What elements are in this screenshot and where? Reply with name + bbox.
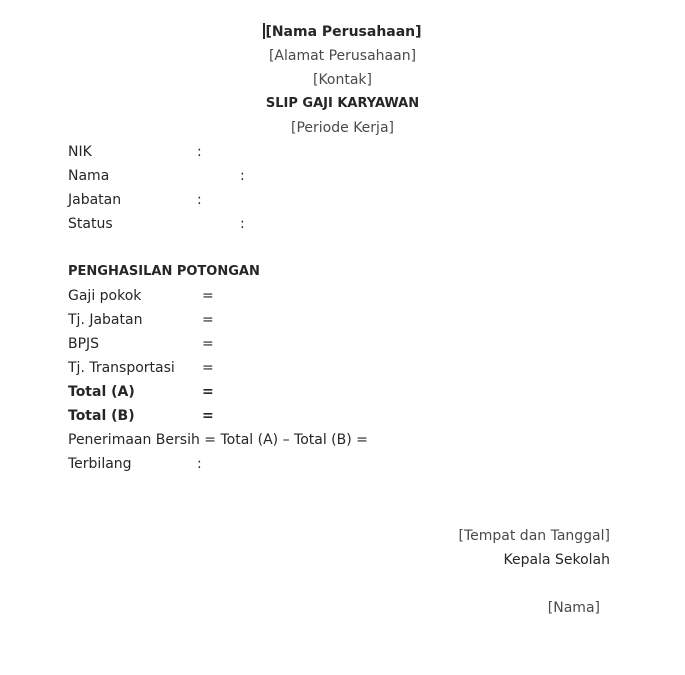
status-separator: : bbox=[240, 216, 245, 232]
basic-salary-separator: = bbox=[202, 288, 214, 304]
status-label: Status bbox=[68, 216, 113, 232]
work-period[interactable]: [Periode Kerja] bbox=[291, 120, 394, 136]
basic-salary-label: Gaji pokok bbox=[68, 288, 142, 304]
company-name-line bbox=[0, 22, 685, 42]
position-label: Jabatan bbox=[68, 192, 122, 208]
position-allowance-label: Tj. Jabatan bbox=[68, 312, 143, 328]
name-label: Nama bbox=[68, 168, 110, 184]
in-words-label: Terbilang bbox=[68, 456, 132, 472]
in-words-separator: : bbox=[197, 456, 202, 472]
place-and-date[interactable]: [Tempat dan Tanggal] bbox=[458, 528, 610, 544]
transport-allowance-label: Tj. Transportasi bbox=[68, 360, 175, 376]
position-allowance-separator: = bbox=[202, 312, 214, 328]
company-contact[interactable]: [Kontak] bbox=[312, 72, 373, 88]
nik-separator: : bbox=[197, 144, 202, 160]
position-separator: : bbox=[197, 192, 202, 208]
transport-allowance-separator: = bbox=[202, 360, 214, 376]
total-a-separator: = bbox=[202, 384, 214, 400]
name-separator: : bbox=[240, 168, 245, 184]
total-b-label: Total (B) bbox=[68, 408, 135, 424]
signer-role: Kepala Sekolah bbox=[503, 552, 610, 568]
company-address[interactable]: [Alamat Perusahaan] bbox=[268, 48, 417, 64]
total-a-label: Total (A) bbox=[68, 384, 135, 400]
nik-label: NIK bbox=[68, 144, 92, 160]
salary-section-title: PENGHASILAN POTONGAN bbox=[68, 264, 260, 279]
company-name[interactable]: [Nama Perusahaan] bbox=[265, 24, 422, 40]
net-pay-line: Penerimaan Bersih = Total (A) – Total (B) = bbox=[68, 432, 368, 448]
bpjs-separator: = bbox=[202, 336, 214, 352]
bpjs-label: BPJS bbox=[68, 336, 100, 352]
total-b-separator: = bbox=[202, 408, 214, 424]
signer-name[interactable]: [Nama] bbox=[547, 600, 600, 616]
slip-title: SLIP GAJI KARYAWAN bbox=[265, 96, 420, 111]
